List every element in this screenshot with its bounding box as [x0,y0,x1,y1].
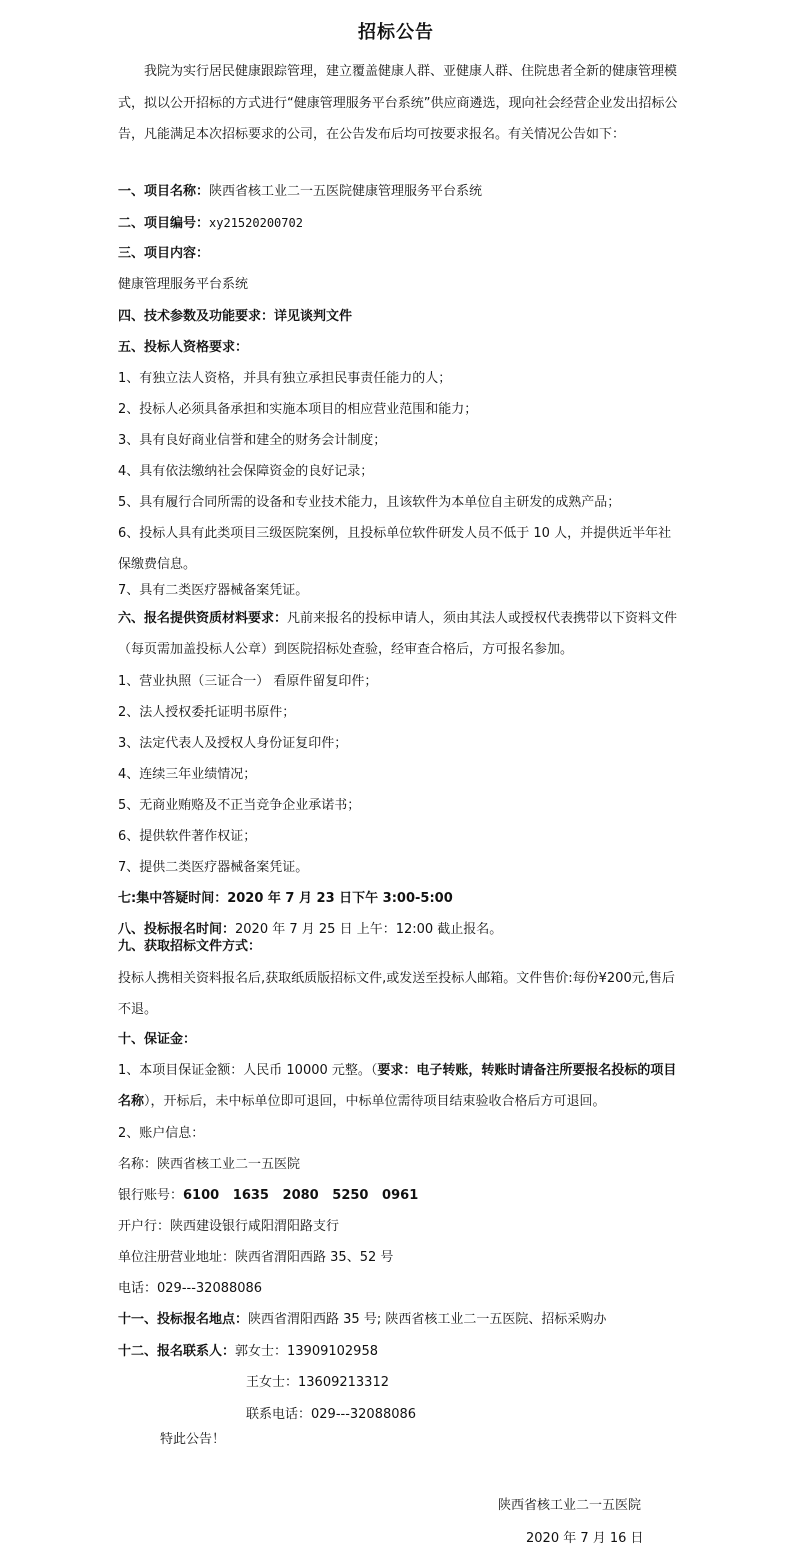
section-4-technical-requirements: 四、技术参数及功能要求：详见谈判文件 [118,309,353,324]
list-item: 5、具有履行合同所需的设备和专业技术能力，且该软件为本单位自主研发的成熟产品； [118,495,621,510]
bank-account-value: 6100 1635 2080 5250 0961 [183,1188,419,1203]
section-11-label: 十一、投标报名地点： [118,1312,249,1327]
section-9-label: 九、获取招标文件方式： [118,939,262,954]
deposit-requirement: 要求：电子转账，转账时请备注所要报名投标的项目名称 [118,1063,677,1109]
list-item: 7、提供二类医疗器械备案凭证。 [118,860,309,875]
intro-paragraph: 我院为实行居民健康跟踪管理，建立覆盖健康人群、亚健康人群、住院患者全新的健康管理模式，拟以公开招标的方式进行“健康管理服务平台系统”供应商遴选，现向社会经营企业发出招标公告，凡能满足本次招标要求的公司，在公告发布后均可按要求报名。有关情况公告如下： [118,64,678,142]
list-item: 1、有独立法人资格，并具有独立承担民事责任能力的人； [118,371,452,386]
list-item: 5、无商业贿赂及不正当竞争企业承诺书； [118,798,361,813]
section-2-value: xy21520200702 [209,216,303,230]
section-1-label: 一、项目名称： [118,184,210,199]
section-10-label: 十、保证金： [118,1032,197,1047]
section-3-label: 三、项目内容： [118,246,210,261]
section-9-text: 投标人携相关资料报名后,获取纸质版招标文件,或发送至投标人邮箱。文件售价:每份¥200元,售后不退。 [118,971,675,1017]
phone [118,1280,262,1298]
section-6-materials [118,603,684,665]
address-value: 陕西省渭阳西路 35、52 号 [235,1250,394,1265]
deposit-refund-text: ），开标后，未中标单位即可退回，中标单位需待项目结束验收合格后方可退回。 [144,1094,606,1109]
list-item: 6、提供软件著作权证； [118,829,257,844]
list-item: 1、营业执照（三证合一） 看原件留复印件； [118,674,378,689]
contact-1: 郭女士：13909102958 [235,1344,378,1359]
account-name-value: 陕西省核工业二一五医院 [157,1157,301,1172]
section-8-label: 八、投标报名时间： [118,922,236,937]
address-label: 单位注册营业地址： [118,1250,236,1265]
section-12-contacts [118,1343,378,1361]
contact-phone: 联系电话：029---32088086 [246,1407,417,1422]
section-6-label: 六、报名提供资质材料要求： [118,611,288,626]
section-2-project-number [118,214,303,233]
registered-address [118,1249,393,1267]
section-11-location [118,1311,606,1329]
list-item: 2、法人授权委托证明书原件； [118,705,296,720]
contact-2: 王女士：13609213312 [246,1375,389,1390]
section-7-qa-time: 七:集中答疑时间：2020 年 7 月 23 日下午 3:00-5:00 [118,891,453,906]
page-title: 招标公告 [358,22,434,43]
section-1-project-name [118,183,482,201]
account-name [118,1156,300,1174]
section-10-deposit-paragraph [118,1055,684,1117]
section-5-label: 五、投标人资格要求： [118,340,249,355]
section-8-registration-time [118,921,502,939]
phone-label: 电话： [118,1281,158,1296]
bank-branch-value: 陕西建设银行咸阳渭阳路支行 [170,1219,340,1234]
account-info-label: 2、账户信息： [118,1126,205,1141]
bank-branch-label: 开户行： [118,1219,171,1234]
account-name-label: 名称： [118,1157,158,1172]
signature-date: 2020 年 7 月 16 日 [526,1531,644,1546]
section-12-label: 十二、报名联系人： [118,1344,236,1359]
closing-text: 特此公告！ [160,1432,226,1447]
deposit-text: 1、本项目保证金额：人民币 10000 元整。（ [118,1063,378,1078]
list-item: 3、法定代表人及授权人身份证复印件； [118,736,348,751]
list-item: 6、投标人具有此类项目三级医院案例，且投标单位软件研发人员不低于 10 人，并提供近半年社保缴费信息。 [118,526,672,572]
list-item: 3、具有良好商业信誉和建全的财务会计制度； [118,433,387,448]
list-item: 4、连续三年业绩情况； [118,767,257,782]
bank-branch [118,1218,339,1236]
phone-value: 029---32088086 [157,1281,263,1296]
section-11-value: 陕西省渭阳西路 35 号; 陕西省核工业二一五医院、招标采购办 [248,1312,607,1327]
section-3-value: 健康管理服务平台系统 [118,277,249,292]
section-2-label: 二、项目编号： [118,216,210,231]
bank-account-label: 银行账号： [118,1188,184,1203]
list-item: 7、具有二类医疗器械备案凭证。 [118,583,309,598]
signature-organization: 陕西省核工业二一五医院 [498,1498,642,1513]
section-6-text: 凡前来报名的投标申请人，须由其法人或授权代表携带以下资料文件（每页需加盖投标人公章）到医院招标处查验，经审查合格后，方可报名参加。 [118,611,678,657]
section-8-value: 2020 年 7 月 25 日 上午：12:00 截止报名。 [235,922,503,937]
list-item: 2、投标人必须具备承担和实施本项目的相应营业范围和能力； [118,402,478,417]
list-item: 4、具有依法缴纳社会保障资金的良好记录； [118,464,374,479]
section-1-value: 陕西省核工业二一五医院健康管理服务平台系统 [209,184,483,199]
bank-account-number [118,1187,418,1205]
